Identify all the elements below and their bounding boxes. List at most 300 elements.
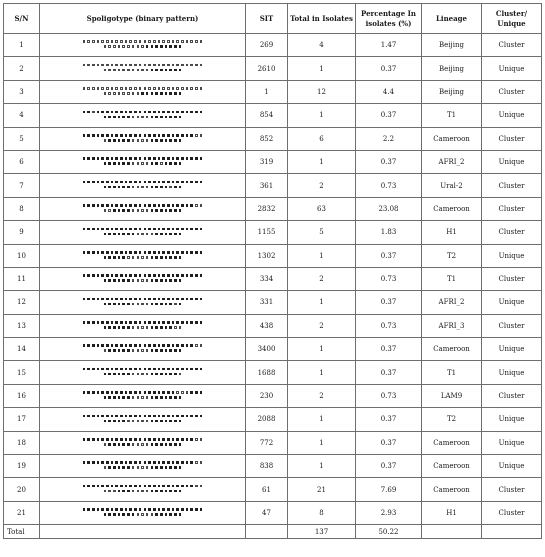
spacer-absent-square (137, 209, 140, 212)
spacer-present-square (127, 162, 130, 165)
table-row (4, 478, 542, 501)
spacer-present-square (160, 349, 163, 352)
spacer-absent-square (118, 45, 121, 48)
spacer-present-square (111, 368, 114, 371)
cell-percentage: 0.37 (356, 57, 422, 80)
cell-lineage: Cameroon (422, 338, 482, 361)
table-row (4, 361, 542, 384)
spacer-present-square (200, 368, 203, 371)
spacer-present-square (125, 485, 128, 488)
cell-lineage: T1 (422, 104, 482, 127)
spacer-present-square (134, 368, 137, 371)
spacer-present-square (144, 228, 147, 231)
table-row (4, 221, 542, 244)
spacer-present-square (169, 139, 172, 142)
spacer-present-square (174, 396, 177, 399)
spacer-present-square (115, 391, 118, 394)
spacer-present-square (158, 321, 161, 324)
spacer-present-square (158, 111, 161, 114)
spacer-absent-square (146, 373, 149, 376)
spacer-absent-square (144, 64, 147, 67)
cell-sn: 11 (4, 267, 40, 290)
spacer-present-square (106, 344, 109, 347)
spacer-present-square (134, 321, 137, 324)
spacer-present-square (155, 373, 158, 376)
cell-percentage: 2.2 (356, 127, 422, 150)
spacer-absent-square (134, 40, 137, 43)
spacer-present-square (144, 321, 147, 324)
cell-cluster: Cluster (482, 267, 542, 290)
spacer-absent-square (195, 344, 198, 347)
spacer-absent-square (97, 40, 100, 43)
spacer-present-square (134, 274, 137, 277)
cell-spoligotype (40, 384, 246, 407)
pattern-line (82, 489, 204, 494)
spacer-absent-square (127, 420, 130, 423)
spacer-present-square (144, 485, 147, 488)
spacer-present-square (165, 92, 168, 95)
spacer-present-square (174, 420, 177, 423)
spacer-present-square (155, 466, 158, 469)
spacer-absent-square (132, 92, 135, 95)
spacer-present-square (120, 368, 123, 371)
spacer-present-square (165, 466, 168, 469)
spacer-present-square (113, 209, 116, 212)
spacer-absent-square (141, 513, 144, 516)
spacer-present-square (125, 298, 128, 301)
spacer-present-square (169, 279, 172, 282)
spacer-absent-square (172, 64, 175, 67)
spacer-present-square (172, 134, 175, 137)
spacer-present-square (101, 251, 104, 254)
spacer-present-square (127, 466, 130, 469)
spacer-absent-square (111, 64, 114, 67)
spacer-present-square (83, 134, 86, 137)
binary-pattern (82, 203, 204, 213)
spacer-present-square (125, 111, 128, 114)
spacer-present-square (190, 485, 193, 488)
total-count: 137 (288, 525, 356, 539)
spacer-present-square (165, 186, 168, 189)
spacer-present-square (186, 415, 189, 418)
spacer-present-square (176, 298, 179, 301)
spacer-present-square (167, 415, 170, 418)
cell-sn: 19 (4, 455, 40, 478)
cell-cluster: Unique (482, 431, 542, 454)
spacer-present-square (190, 181, 193, 184)
cell-cluster: Unique (482, 338, 542, 361)
cell-sit: 61 (246, 478, 288, 501)
spacer-absent-square (141, 420, 144, 423)
cell-percentage: 0.37 (356, 338, 422, 361)
spacer-absent-square (141, 373, 144, 376)
cell-sit: 47 (246, 501, 288, 524)
spacer-present-square (106, 508, 109, 511)
spacer-present-square (174, 139, 177, 142)
cell-sn: 12 (4, 291, 40, 314)
spacer-present-square (151, 349, 154, 352)
spacer-absent-square (120, 87, 123, 90)
spacer-present-square (87, 228, 90, 231)
cell-percentage: 0.73 (356, 174, 422, 197)
cell-sn: 5 (4, 127, 40, 150)
spacer-absent-square (200, 64, 203, 67)
spacer-present-square (92, 368, 95, 371)
spacer-present-square (200, 181, 203, 184)
spacer-present-square (83, 298, 86, 301)
spacer-absent-square (141, 69, 144, 72)
cell-sn: 20 (4, 478, 40, 501)
spacer-present-square (165, 420, 168, 423)
spacer-present-square (101, 228, 104, 231)
spacer-present-square (165, 233, 168, 236)
spacer-present-square (167, 204, 170, 207)
cell-sit: 838 (246, 455, 288, 478)
spacer-present-square (151, 303, 154, 306)
spacer-absent-square (151, 513, 154, 516)
spacer-absent-square (200, 40, 203, 43)
spacer-absent-square (179, 373, 182, 376)
spacer-absent-square (139, 40, 142, 43)
spacer-present-square (87, 111, 90, 114)
cell-sit: 2832 (246, 197, 288, 220)
spacer-present-square (158, 485, 161, 488)
spacer-present-square (186, 438, 189, 441)
pattern-line (82, 157, 204, 162)
spacer-absent-square (104, 443, 107, 446)
spacer-absent-square (186, 391, 189, 394)
binary-pattern (82, 133, 204, 143)
cell-sit: 230 (246, 384, 288, 407)
spacer-present-square (113, 256, 116, 259)
spacer-absent-square (195, 134, 198, 137)
spacer-present-square (160, 373, 163, 376)
spacer-absent-square (115, 40, 118, 43)
spacer-present-square (151, 139, 154, 142)
table-row (4, 338, 542, 361)
spacer-present-square (134, 111, 137, 114)
spacer-absent-square (148, 87, 151, 90)
cell-cluster: Unique (482, 57, 542, 80)
spacer-present-square (190, 438, 193, 441)
spacer-absent-square (134, 87, 137, 90)
spacer-present-square (106, 204, 109, 207)
spacer-present-square (111, 204, 114, 207)
spacer-present-square (120, 157, 123, 160)
cell-percentage: 0.37 (356, 291, 422, 314)
spacer-present-square (118, 162, 121, 165)
spacer-absent-square (195, 40, 198, 43)
table-row (4, 244, 542, 267)
cell-sn: 2 (4, 57, 40, 80)
table-row (4, 314, 542, 337)
spacer-present-square (108, 233, 111, 236)
spacer-present-square (144, 368, 147, 371)
spacer-present-square (186, 111, 189, 114)
spacer-present-square (113, 233, 116, 236)
cell-spoligotype (40, 104, 246, 127)
spacer-present-square (176, 157, 179, 160)
cell-sn: 7 (4, 174, 40, 197)
spacer-present-square (111, 321, 114, 324)
cell-sit: 772 (246, 431, 288, 454)
spacer-present-square (195, 298, 198, 301)
spacer-present-square (101, 438, 104, 441)
spacer-present-square (176, 274, 179, 277)
spacer-present-square (120, 204, 123, 207)
spacer-present-square (122, 303, 125, 306)
header-sit: SIT (246, 4, 288, 34)
spacer-present-square (125, 415, 128, 418)
spacer-present-square (134, 485, 137, 488)
spacer-present-square (111, 134, 114, 137)
cell-spoligotype (40, 431, 246, 454)
spacer-present-square (179, 162, 182, 165)
pattern-line (82, 419, 204, 424)
spacer-present-square (125, 368, 128, 371)
spacer-present-square (151, 69, 154, 72)
cell-total: 1 (288, 244, 356, 267)
spacer-present-square (106, 228, 109, 231)
spacer-present-square (129, 415, 132, 418)
spacer-present-square (186, 298, 189, 301)
spacer-present-square (179, 45, 182, 48)
spacer-present-square (155, 349, 158, 352)
spacer-present-square (134, 181, 137, 184)
spacer-absent-square (190, 64, 193, 67)
spacer-present-square (115, 344, 118, 347)
binary-pattern (82, 508, 204, 518)
spacer-absent-square (132, 162, 135, 165)
spacer-present-square (153, 298, 156, 301)
binary-pattern (82, 227, 204, 237)
spacer-present-square (169, 490, 172, 493)
spacer-present-square (162, 157, 165, 160)
spacer-present-square (101, 368, 104, 371)
spacer-absent-square (186, 87, 189, 90)
pattern-line (82, 68, 204, 73)
spacer-present-square (151, 256, 154, 259)
spacer-present-square (190, 391, 193, 394)
cell-lineage: AFRI_3 (422, 314, 482, 337)
spacer-present-square (87, 321, 90, 324)
cell-lineage: T1 (422, 361, 482, 384)
spacer-present-square (125, 391, 128, 394)
spacer-present-square (169, 513, 172, 516)
spacer-present-square (134, 461, 137, 464)
spacer-present-square (155, 513, 158, 516)
spacer-absent-square (172, 87, 175, 90)
spacer-absent-square (97, 87, 100, 90)
spacer-present-square (155, 116, 158, 119)
spacer-absent-square (106, 40, 109, 43)
spacer-absent-square (174, 303, 177, 306)
spacer-present-square (118, 139, 121, 142)
spacer-present-square (127, 396, 130, 399)
cell-lineage: Cameroon (422, 478, 482, 501)
spacer-absent-square (108, 490, 111, 493)
spacer-absent-square (129, 87, 132, 90)
spacer-absent-square (101, 64, 104, 67)
spacer-present-square (155, 209, 158, 212)
spacer-present-square (129, 368, 132, 371)
spacer-present-square (158, 134, 161, 137)
spacer-present-square (186, 228, 189, 231)
spacer-present-square (165, 69, 168, 72)
cell-cluster: Cluster (482, 80, 542, 103)
spacer-present-square (122, 349, 125, 352)
cell-total: 8 (288, 501, 356, 524)
spacer-absent-square (139, 64, 142, 67)
spacer-present-square (97, 157, 100, 160)
table-row (4, 104, 542, 127)
spacer-present-square (118, 233, 121, 236)
binary-pattern (82, 86, 204, 96)
pattern-line (82, 208, 204, 213)
spacer-present-square (200, 508, 203, 511)
spacer-present-square (174, 279, 177, 282)
spacer-present-square (104, 396, 107, 399)
spacer-absent-square (134, 64, 137, 67)
cell-lineage: Beijing (422, 57, 482, 80)
spacer-absent-square (144, 87, 147, 90)
spacer-absent-square (179, 326, 182, 329)
pattern-line (82, 372, 204, 377)
spacer-absent-square (186, 64, 189, 67)
cell-sn: 13 (4, 314, 40, 337)
spacer-present-square (144, 508, 147, 511)
spacer-present-square (169, 303, 172, 306)
spacer-present-square (104, 513, 107, 516)
spacer-present-square (200, 157, 203, 160)
spacer-present-square (113, 420, 116, 423)
spacer-present-square (169, 326, 172, 329)
spacer-absent-square (167, 87, 170, 90)
spacer-present-square (127, 209, 130, 212)
spacer-present-square (186, 157, 189, 160)
spacer-present-square (83, 204, 86, 207)
spacer-present-square (148, 344, 151, 347)
spacer-present-square (148, 461, 151, 464)
spacer-present-square (92, 274, 95, 277)
spacer-present-square (108, 396, 111, 399)
cell-spoligotype (40, 197, 246, 220)
pattern-line (82, 461, 204, 466)
spacer-present-square (139, 438, 142, 441)
spacer-present-square (115, 415, 118, 418)
spacer-present-square (176, 321, 179, 324)
spacer-present-square (176, 228, 179, 231)
cell-cluster: Cluster (482, 127, 542, 150)
binary-pattern (82, 110, 204, 120)
spacer-present-square (134, 344, 137, 347)
spacer-absent-square (153, 87, 156, 90)
spacer-present-square (127, 116, 130, 119)
cell-spoligotype (40, 291, 246, 314)
binary-pattern (82, 484, 204, 494)
spacer-present-square (169, 162, 172, 165)
cell-sn: 10 (4, 244, 40, 267)
spacer-present-square (83, 321, 86, 324)
cell-lineage: Beijing (422, 80, 482, 103)
spacer-absent-square (162, 40, 165, 43)
spacer-present-square (162, 321, 165, 324)
spacer-absent-square (151, 233, 154, 236)
cell-spoligotype (40, 408, 246, 431)
spacer-present-square (87, 157, 90, 160)
spacer-present-square (155, 233, 158, 236)
spacer-present-square (118, 116, 121, 119)
spacer-present-square (115, 228, 118, 231)
cell-percentage: 0.37 (356, 361, 422, 384)
spacer-absent-square (146, 162, 149, 165)
spacer-present-square (155, 162, 158, 165)
spacer-absent-square (104, 139, 107, 142)
spacer-present-square (162, 181, 165, 184)
spacer-present-square (87, 368, 90, 371)
spacer-absent-square (108, 92, 111, 95)
cell-spoligotype (40, 244, 246, 267)
spacer-present-square (129, 111, 132, 114)
spacer-absent-square (132, 466, 135, 469)
spacer-present-square (174, 162, 177, 165)
spacer-present-square (127, 233, 130, 236)
cell-sit: 2610 (246, 57, 288, 80)
spacer-present-square (190, 508, 193, 511)
spacer-present-square (195, 274, 198, 277)
spacer-present-square (97, 274, 100, 277)
spacer-absent-square (111, 87, 114, 90)
cell-sit: 438 (246, 314, 288, 337)
spacer-absent-square (139, 87, 142, 90)
spacer-present-square (87, 508, 90, 511)
spacer-absent-square (141, 303, 144, 306)
spacer-present-square (129, 251, 132, 254)
spacer-present-square (120, 344, 123, 347)
spacer-present-square (158, 228, 161, 231)
spacer-present-square (153, 321, 156, 324)
spacer-present-square (83, 251, 86, 254)
spacer-absent-square (176, 64, 179, 67)
spacer-absent-square (181, 64, 184, 67)
spacer-present-square (151, 279, 154, 282)
table-row (4, 384, 542, 407)
spacer-present-square (83, 344, 86, 347)
spacer-present-square (118, 373, 121, 376)
cell-total: 6 (288, 127, 356, 150)
spacer-present-square (97, 181, 100, 184)
spacer-present-square (148, 181, 151, 184)
spacer-present-square (167, 111, 170, 114)
spacer-present-square (120, 228, 123, 231)
binary-pattern (82, 250, 204, 260)
spacer-absent-square (146, 490, 149, 493)
spacer-absent-square (176, 87, 179, 90)
spacer-present-square (101, 485, 104, 488)
cell-lineage: H1 (422, 221, 482, 244)
spacer-present-square (153, 251, 156, 254)
binary-pattern (82, 414, 204, 424)
spacer-present-square (111, 391, 114, 394)
pattern-line (82, 466, 204, 471)
spacer-present-square (92, 251, 95, 254)
spacer-absent-square (113, 490, 116, 493)
spacer-absent-square (83, 87, 86, 90)
spacer-present-square (97, 321, 100, 324)
spacer-present-square (122, 396, 125, 399)
cell-percentage: 0.37 (356, 150, 422, 173)
spacer-present-square (153, 228, 156, 231)
